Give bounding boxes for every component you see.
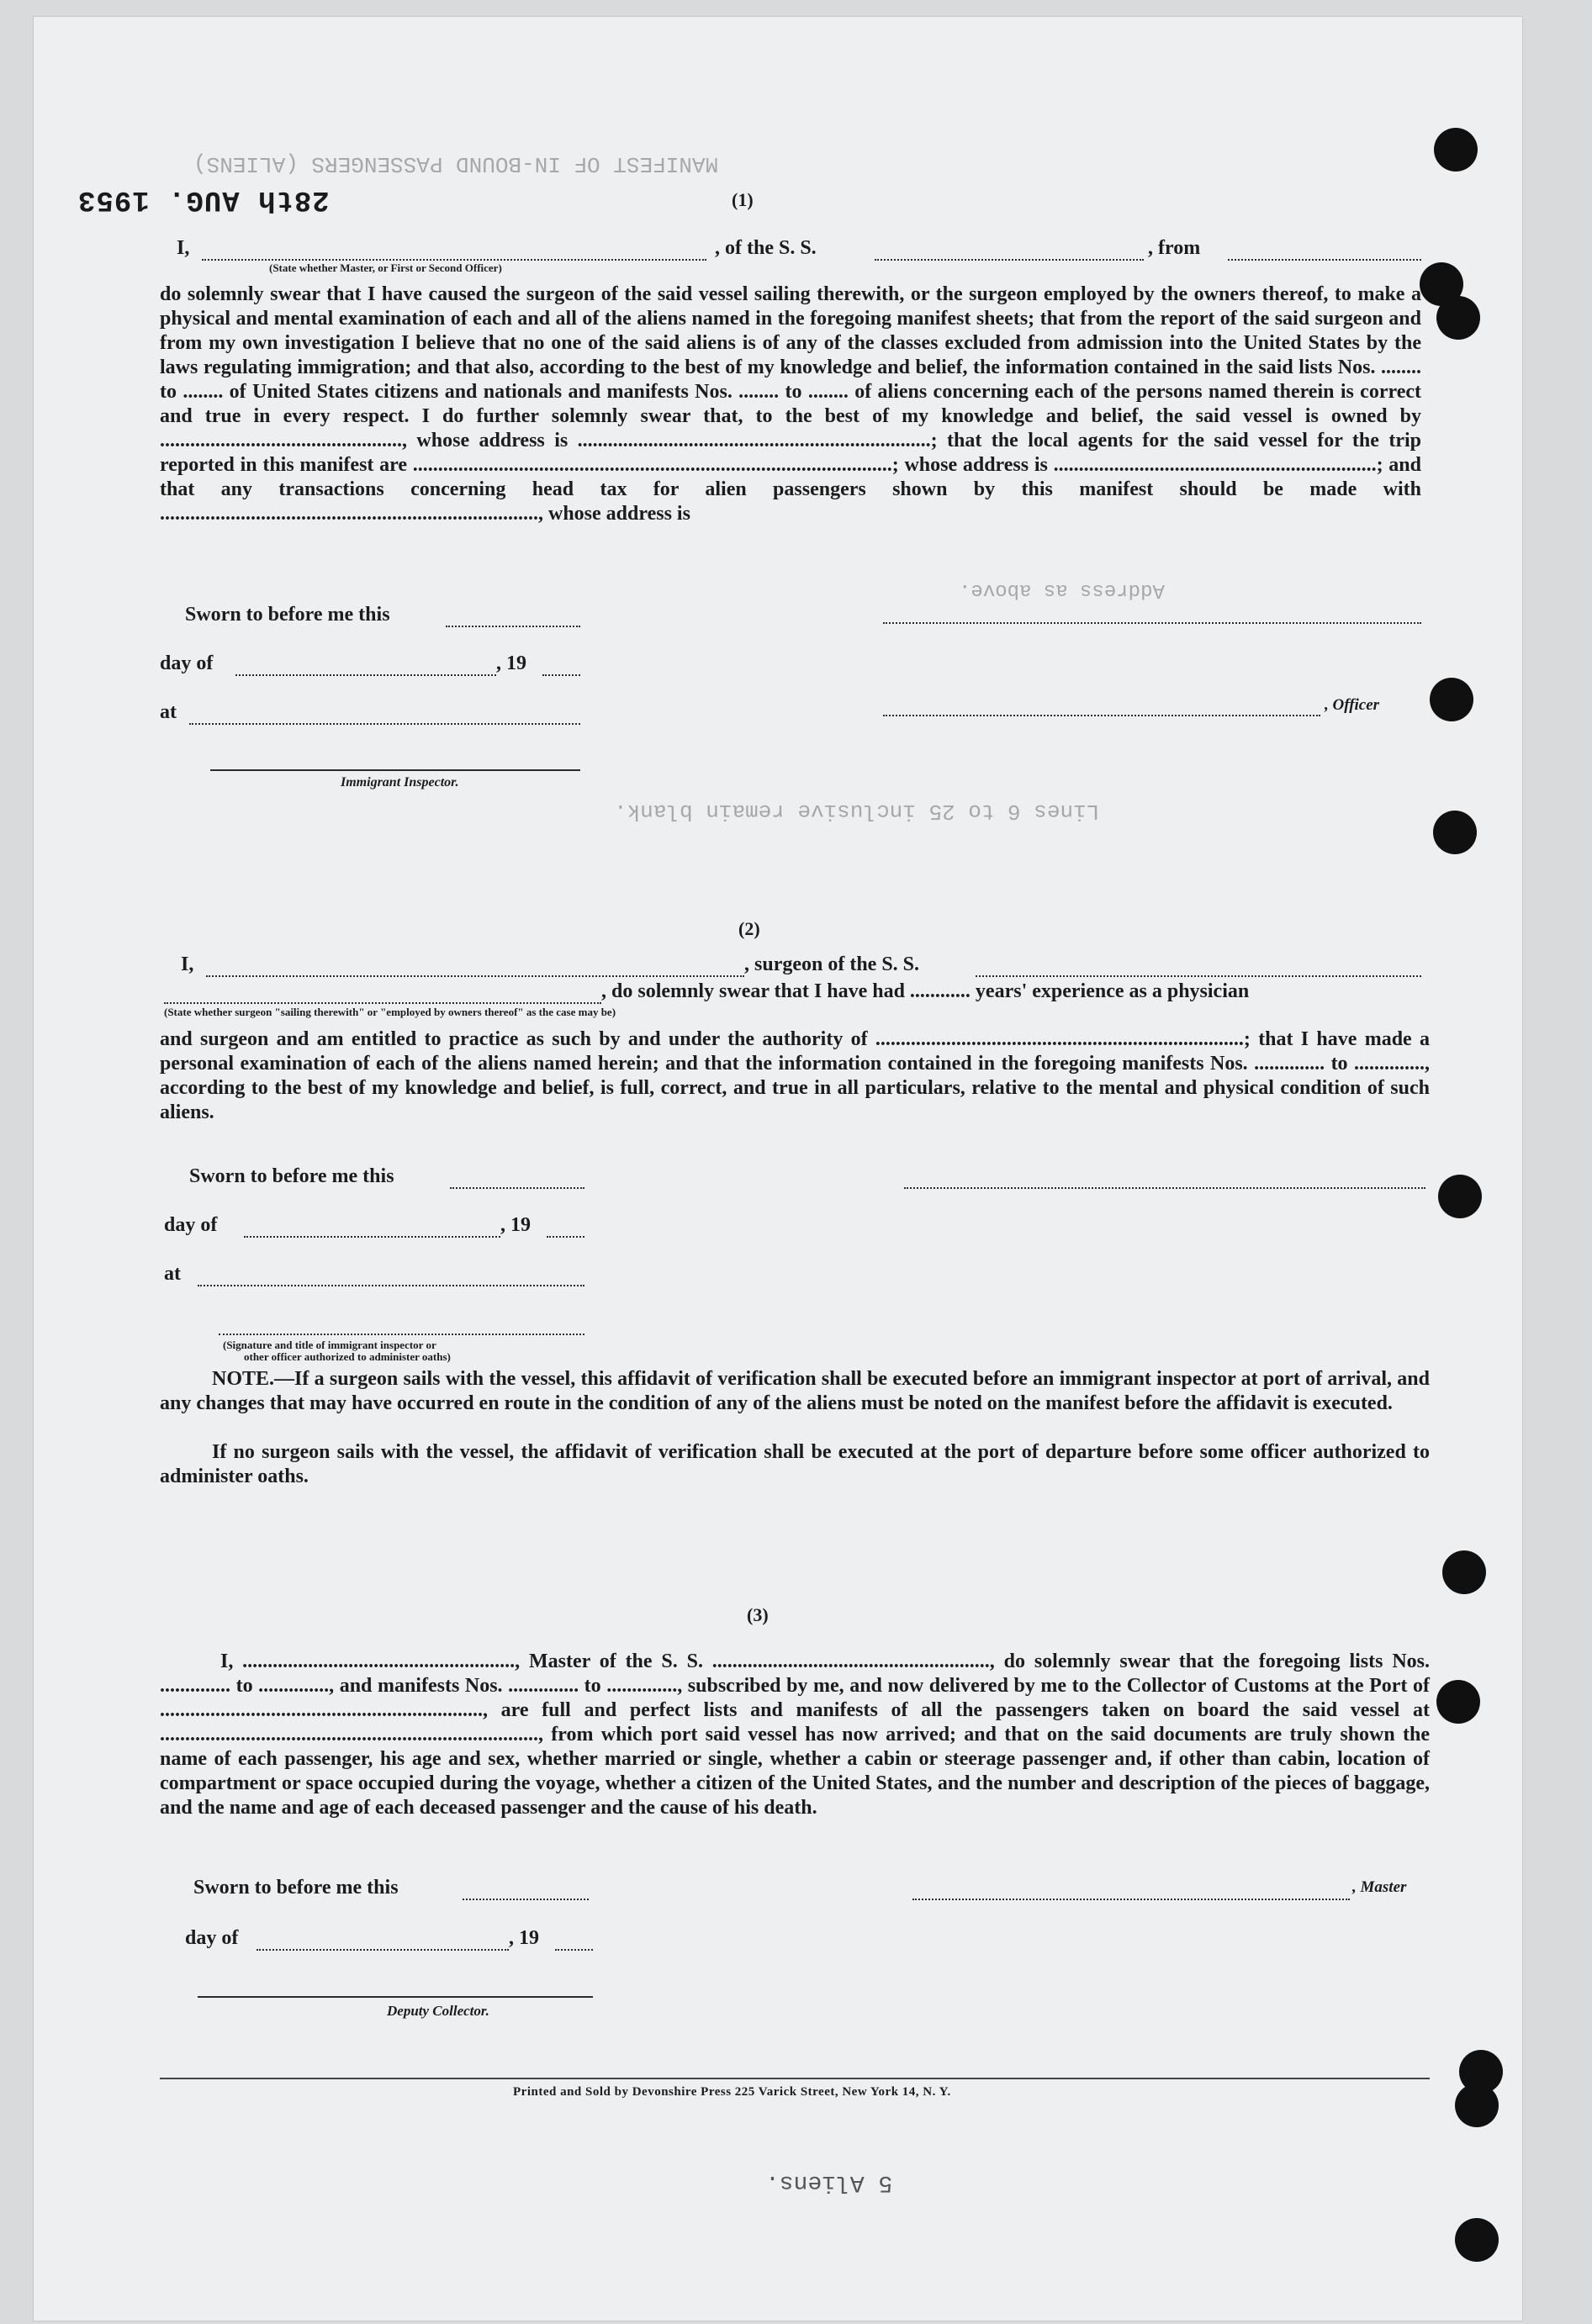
sec2-surgeon-hint: (State whether surgeon "sailing therewith" or "employed by owners thereof" as the case may be)	[164, 1006, 616, 1018]
section-2-number: (2)	[738, 918, 760, 939]
sec1-i: I,	[177, 237, 190, 259]
sec2-at: at	[164, 1263, 181, 1285]
punch-hole	[1434, 128, 1478, 172]
punch-hole	[1436, 296, 1480, 340]
sec3-collector-line	[198, 1996, 593, 1998]
sec3-sworn-line	[463, 1899, 589, 1900]
sec2-year-line	[547, 1236, 584, 1238]
sec1-year: , 19	[496, 652, 526, 674]
sec3-sworn: Sworn to before me this	[193, 1877, 399, 1899]
footer-rule	[160, 2078, 1430, 2079]
ghost-lines-note: Lines 6 to 25 inclusive remain blank.	[614, 799, 1100, 824]
ghost-aliens-count: 5 Aliens.	[765, 2169, 893, 2195]
sec2-inspector-line	[219, 1334, 584, 1335]
sec1-day: day of	[160, 652, 214, 674]
sec2-note-1: NOTE.—If a surgeon sails with the vessel, this affidavit of verification shall be executed before an immigrant inspector at port of arrival, and any changes that may have occurred en route in the condition of any of the aliens must be noted on the manifest before the affidavit is executed.	[160, 1368, 1430, 1414]
sec1-at: at	[160, 701, 177, 723]
sec2-sworn: Sworn to before me this	[189, 1165, 394, 1187]
sec1-officer-sign-line	[883, 622, 1421, 624]
sec1-from-line	[1228, 259, 1421, 261]
sec1-sworn: Sworn to before me this	[185, 604, 390, 626]
section-1-number: (1)	[732, 189, 754, 210]
sec1-officer-label: , Officer	[1325, 696, 1380, 714]
sec2-surgeon: , surgeon of the S. S.	[744, 953, 920, 975]
sec2-note-2: If no surgeon sails with the vessel, the affidavit of verification shall be executed at the port of departure before some officer authorized to administer oaths.	[160, 1441, 1430, 1487]
sec3-master-line	[912, 1899, 1350, 1900]
sec1-of-ss: , of the S. S.	[715, 237, 817, 259]
sec2-signature-line	[904, 1187, 1425, 1189]
sec3-day: day of	[185, 1927, 239, 1949]
sec1-inspector-label: Immigrant Inspector.	[341, 775, 459, 790]
sec2-day-line	[244, 1236, 500, 1238]
sec3-oath-text: I, ......................................................, Master of the S. S. ......................................................., do solemnly swear that the foregoing lists Nos. .............. to .............., and manifests Nos. .............. to .............., subscribed by me, and now delivered by me to the Collector of Customs at the Port of ................................................................, are full and perfect lists and manifests of all the passengers taken on board the said vessel at ..........................................................................., from which port said vessel has now arrived; and that on the said documents are truly shown the name of each passenger, his age and sex, whether married or single, whether a cabin or steerage passenger and, if other than cabin, location of compartment or space occupied during the voyage, whether a citizen of the United States, and the number and description of the pieces of baggage, and the name and age of each deceased passenger and the cause of his death.	[160, 1651, 1430, 1819]
sec1-ship-line	[875, 259, 1144, 261]
sec2-day: day of	[164, 1214, 218, 1236]
punch-hole	[1455, 2218, 1499, 2262]
sec2-at-line	[198, 1285, 584, 1286]
sec2-sworn-line	[450, 1187, 584, 1189]
sec2-year: , 19	[500, 1214, 531, 1236]
sec1-inspector-line	[210, 769, 580, 771]
sec2-signature-hint-2: other officer authorized to administer oaths)	[244, 1350, 451, 1363]
manifest-page	[34, 17, 1522, 2321]
sec3-day-line	[257, 1949, 509, 1951]
ghost-address: Address as above.	[959, 578, 1165, 601]
section-3-number: (3)	[747, 1604, 769, 1625]
punch-hole	[1433, 811, 1477, 854]
sec3-year-line	[555, 1949, 593, 1951]
sec2-signature-hint-1: (Signature and title of immigrant inspector or	[223, 1339, 436, 1351]
date-stamp: 28th AUG. 1953	[77, 183, 330, 215]
sec1-officer-hint: (State whether Master, or First or Second Officer)	[269, 261, 502, 274]
sec3-master-label: , Master	[1352, 1878, 1407, 1896]
sec2-oath-text: and surgeon and am entitled to practice as such by and under the authority of .........................................................................; that I have made a personal examination of each of the aliens named herein; and that the information contained in the foregoing manifests Nos. .............. to .............., according to the best of my knowledge and belief, is full, correct, and true in all particulars, relative to the mental and physical condition of such aliens.	[160, 1028, 1430, 1123]
sec1-day-line	[235, 674, 496, 676]
punch-hole	[1442, 1550, 1486, 1594]
printer-footer: Printed and Sold by Devonshire Press 225 Varick Street, New York 14, N. Y.	[513, 2085, 951, 2099]
sec1-from: , from	[1148, 237, 1201, 259]
sec1-sworn-line	[446, 626, 580, 627]
sec3-year: , 19	[509, 1927, 539, 1949]
punch-hole	[1430, 678, 1473, 721]
sec2-name-line	[206, 975, 744, 977]
sec3-collector-label: Deputy Collector.	[387, 2003, 489, 2019]
ghost-header: MANIFEST OF IN-BOUND PASSENGERS (ALIENS)	[193, 151, 719, 177]
punch-hole	[1455, 2084, 1499, 2127]
sec1-officer-line	[202, 259, 706, 261]
sec2-swear-line: , do solemnly swear that I have had ............ years' experience as a physician	[601, 980, 1250, 1002]
sec1-officer-sign-line2	[883, 715, 1320, 716]
sec2-ship-line	[976, 975, 1421, 977]
punch-hole	[1436, 1680, 1480, 1724]
sec2-i: I,	[181, 953, 194, 975]
sec1-year-line	[542, 674, 580, 676]
sec1-oath-text: do solemnly swear that I have caused the surgeon of the said vessel sailing therewith, or the surgeon employed by the owners thereof, to make a physical and mental examination of each and all of the aliens named in the foregoing manifest sheets; that from the report of the said surgeon and from my own investigation I believe that no one of the said aliens is of any of the classes excluded from admission into the United States by the laws regulating immigration; and that also, according to the best of my knowledge and belief, the information contained in the said lists Nos. ........ to ........ of United States citizens and nationals and manifests Nos. ........ to ........ of aliens concerning each of the persons named therein is correct and true in every respect. I do further solemnly swear that, to the best of my knowledge and belief, the said vessel is owned by ................................................, whose address is ......................................................................; that the local agents for the said vessel for the trip reported in this manifest are ...............................................................................................; whose address is ................................................................; and that any transactions concerning head tax for alien passengers shown by this manifest should be made with ..........................................................................., whose address is	[160, 283, 1421, 525]
sec1-at-line	[189, 723, 580, 725]
sec2-type-line	[164, 1002, 601, 1004]
punch-hole	[1438, 1175, 1482, 1218]
